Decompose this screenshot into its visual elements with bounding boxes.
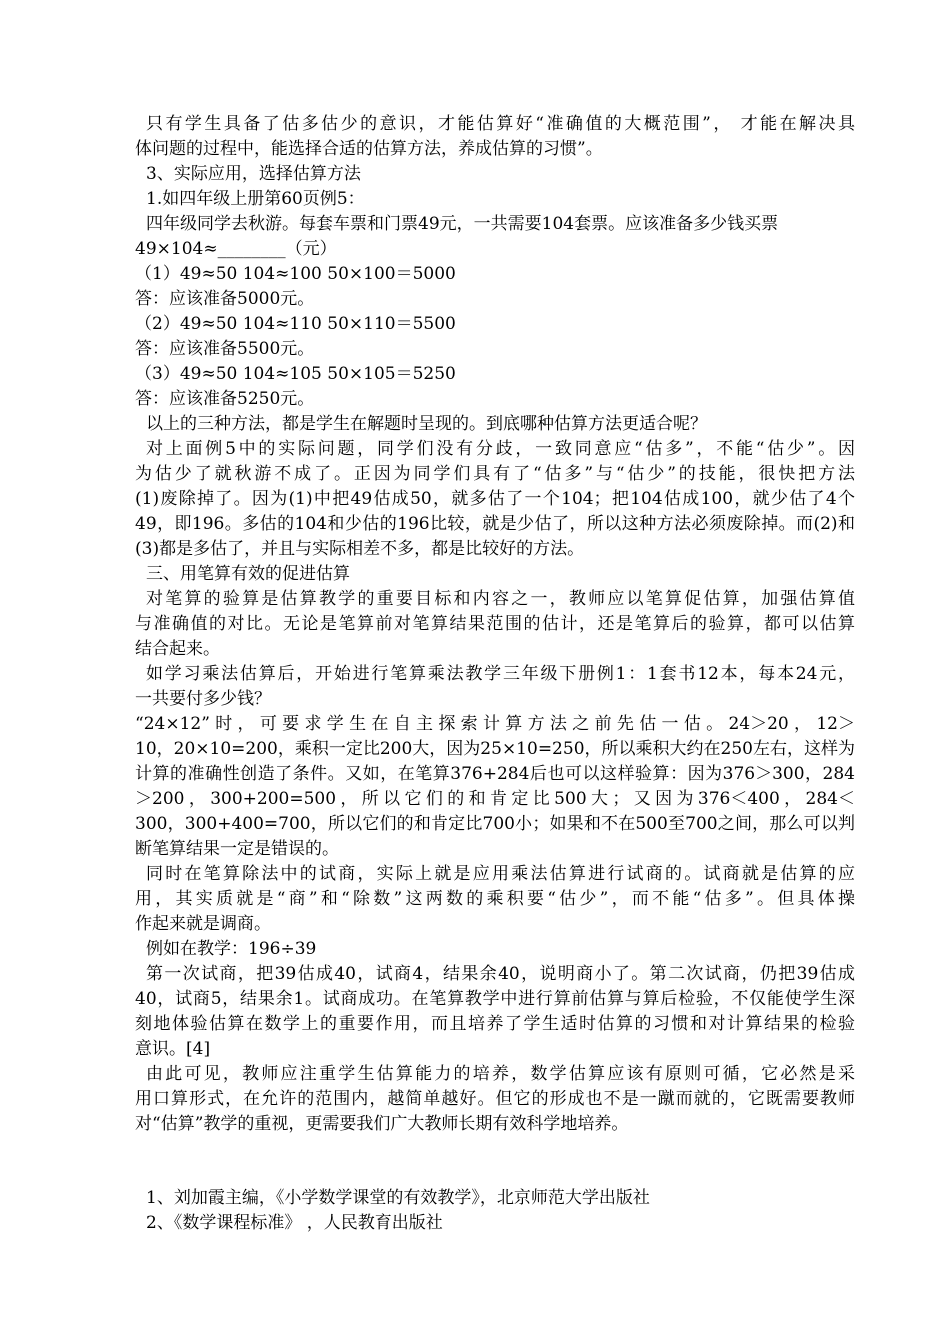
paragraph-line: 计算的准确性创造了条件。又如，在笔算376+284后也可以这样验算：因为376＞300，284: [135, 764, 855, 784]
paragraph-line: 第一次试商，把39估成40，试商4，结果余40，说明商小了。第二次试商，仍把39估成: [146, 964, 855, 984]
paragraph-line: 体问题的过程中，能选择合适的估算方法，养成估算的习惯”。: [135, 139, 603, 159]
paragraph-line: 答：应该准备5250元。: [135, 389, 315, 409]
paragraph-line: 作起来就是调商。: [135, 914, 271, 934]
paragraph-line: 49×104≈________（元）: [135, 239, 337, 259]
paragraph-line: 与准确值的对比。无论是笔算前对笔算结果范围的估计，还是笔算后的验算，都可以估算: [135, 614, 855, 634]
paragraph-line: 用，其实质就是“商”和“除数”这两数的乘积要“估少”，而不能“估多”。但具体操: [135, 889, 855, 909]
paragraph-line: 如学习乘法估算后，开始进行笔算乘法教学三年级下册例1：1套书12本，每本24元，: [146, 664, 855, 684]
paragraph-line: 例如在教学：196÷39: [146, 939, 317, 959]
paragraph-line: 40，试商5，结果余1。试商成功。在笔算教学中进行算前估算与算后检验，不仅能使学生深: [135, 989, 855, 1009]
reference-item: 2、《数学课程标准》 ，人民教育出版社: [146, 1213, 443, 1233]
reference-item: 1、刘加霞主编，《小学数学课堂的有效教学》，北京师范大学出版社: [146, 1188, 650, 1208]
section-heading: 三、用笔算有效的促进估算: [146, 564, 350, 584]
paragraph-line: 对笔算的验算是估算教学的重要目标和内容之一，教师应以笔算促估算，加强估算值: [146, 589, 855, 609]
paragraph-line: 意识。[4]: [135, 1039, 211, 1059]
paragraph-line: 结合起来。: [135, 639, 220, 659]
paragraph-line: “24×12”时，可要求学生在自主探索计算方法之前先估一估。24＞20，12＞: [135, 714, 855, 734]
paragraph-line: 断笔算结果一定是错误的。: [135, 839, 339, 859]
paragraph-line: 只有学生具备了估多估少的意识，才能估算好“准确值的大概范围”， 才能在解决具: [146, 114, 855, 134]
paragraph-line: 以上的三种方法，都是学生在解题时呈现的。到底哪种估算方法更适合呢？: [146, 414, 707, 434]
paragraph-line: 同时在笔算除法中的试商，实际上就是应用乘法估算进行试商的。试商就是估算的应: [146, 864, 855, 884]
paragraph-line: （3）49≈50 104≈105 50×105＝5250: [135, 364, 456, 384]
paragraph-line: 刻地体验估算在数学上的重要作用，而且培养了学生适时估算的习惯和对计算结果的检验: [135, 1014, 855, 1034]
paragraph-line: 300，300+400=700，所以它们的和肯定比700小；如果和不在500至700之间，那么可以判: [135, 814, 855, 834]
paragraph-line: （2）49≈50 104≈110 50×110＝5500: [135, 314, 456, 334]
paragraph-line: 对上面例5中的实际问题，同学们没有分歧，一致同意应“估多”，不能“估少”。因: [146, 439, 855, 459]
paragraph-line: 答：应该准备5500元。: [135, 339, 315, 359]
paragraph-line: 由此可见，教师应注重学生估算能力的培养，数学估算应该有原则可循，它必然是采: [146, 1064, 855, 1084]
paragraph-line: 对“估算”教学的重视，更需要我们广大教师长期有效科学地培养。: [135, 1114, 629, 1134]
paragraph-line: 答：应该准备5000元。: [135, 289, 315, 309]
paragraph-line: 49，即196。多估的104和少估的196比较，就是少估了，所以这种方法必须废除掉。而(2)和: [135, 514, 855, 534]
paragraph-line: 四年级同学去秋游。每套车票和门票49元，一共需要104套票。应该准备多少钱买票: [146, 214, 779, 234]
paragraph-line: 用口算形式，在允许的范围内，越简单越好。但它的形成也不是一蹴而就的，它既需要教师: [135, 1089, 855, 1109]
paragraph-line: 为估少了就秋游不成了。正因为同学们具有了“估多”与“估少”的技能，很快把方法: [135, 464, 855, 484]
paragraph-line: 10，20×10=200，乘积一定比200大，因为25×10=250，所以乘积大约在250左右，这样为: [135, 739, 855, 759]
section-heading: 3、实际应用，选择估算方法: [146, 164, 361, 184]
paragraph-line: 一共要付多少钱？: [135, 689, 271, 709]
paragraph-line: 1.如四年级上册第60页例5：: [146, 189, 365, 209]
paragraph-line: (1)废除掉了。因为(1)中把49估成50，就多估了一个104；把104估成100，就少估了4个: [135, 489, 855, 509]
paragraph-line: ＞200，300+200=500，所以它们的和肯定比500大；又因为376＜400，284＜: [135, 789, 855, 809]
paragraph-line: (3)都是多估了，并且与实际相差不多，都是比较好的方法。: [135, 539, 585, 559]
paragraph-line: （1）49≈50 104≈100 50×100＝5000: [135, 264, 456, 284]
